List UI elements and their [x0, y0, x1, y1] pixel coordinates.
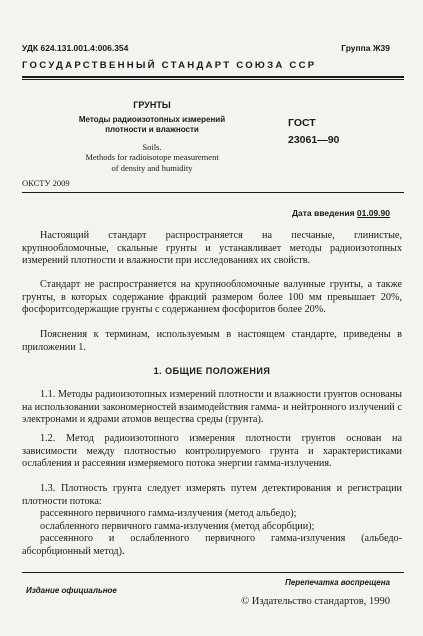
standard-title: ГОСУДАРСТВЕННЫЙ СТАНДАРТ СОЮЗА ССР [22, 60, 317, 71]
clause-1-3 [22, 483, 402, 559]
intro-paragraph-2 [22, 279, 402, 317]
footer-rule [22, 572, 404, 573]
gost-number: 23061—90 [288, 134, 340, 146]
intro-text-1: Настоящий стандарт распространяется на песчаные, глинистые, крупнообломочные, скальные грунты и устанавливает методы радиоизотопных измерений плотности и влажности при исследованиях их свойств. [22, 230, 402, 267]
gost-label: ГОСТ [288, 117, 316, 129]
intro-paragraph-1 [22, 230, 402, 268]
reprint-notice: Перепечатка воспрещена [285, 578, 390, 587]
clause-1-3-text: 1.3. Плотность грунта следует измерять путем детектирования и регистрации плотности потока: [22, 483, 402, 507]
effective-date-value: 01.09.90 [356, 208, 390, 218]
header-rule-thick [22, 76, 404, 78]
title-ru-line1: Методы радиоизотопных измерений [78, 114, 226, 124]
gost-block [288, 115, 339, 149]
clause-1-2-text: 1.2. Метод радиоизотопного измерения плотности грунтов основан на зависимости между плотностью контролируемого грунта и характеристиками ослабления и рассеяния измеряемого потока энергии гамма-излучения. [22, 433, 402, 470]
list-item: ослабленного первичного гамма-излучения (метод абсорбции); [40, 520, 315, 532]
section-heading: 1. ОБЩИЕ ПОЛОЖЕНИЯ [153, 366, 271, 376]
effective-date-label: Дата введения [291, 208, 355, 218]
intro-paragraph-3 [22, 329, 402, 354]
title-en-line1: Soils. [142, 141, 162, 152]
list-item: рассеянного и ослабленного первичного гамма-излучения (альбедо-абсорбционный метод). [22, 533, 402, 557]
effective-date [292, 208, 390, 218]
intro-text-3: Пояснения к терминам, используемым в настоящем стандарте, приведены в приложении 1. [22, 329, 402, 353]
clause-1-2 [22, 433, 402, 471]
official-edition-note: Издание официальное [26, 586, 117, 595]
group-code: Группа Ж39 [341, 43, 390, 53]
copyright-line: © Издательство стандартов, 1990 [241, 596, 390, 607]
clause-1-1-text: 1.1. Методы радиоизотопных измерений плотности и влажности грунтов основаны на использовании закономерностей взаимодействия гамма- и нейтронного излучений с электронами и ядрами атомов вещества среды (грунта). [22, 389, 402, 426]
title-ru-line2: плотности и влажности [105, 125, 199, 134]
title-en-line3: of density and humidity [111, 162, 193, 173]
intro-text-2: Стандарт не распространяется на крупнообломочные валунные грунты, а также грунты, в которых содержание фракций размером более 100 мм превышает 20%, фосфоритсодержащие грунты с содержанием фосфоритов более 20%. [22, 279, 402, 316]
header-rule-thin [22, 79, 404, 80]
document-title: ГРУНТЫ [133, 100, 171, 110]
udk-code: УДК 624.131.001.4:006.354 [22, 43, 129, 53]
list-item: рассеянного первичного гамма-излучения (метод альбедо); [40, 508, 297, 520]
title-en-line2: Methods for radioisotope measurement [85, 152, 219, 162]
clause-1-1 [22, 389, 402, 427]
document-title-block [52, 100, 252, 173]
title-divider [22, 192, 404, 193]
okstu-code: ОКСТУ 2009 [22, 178, 70, 188]
